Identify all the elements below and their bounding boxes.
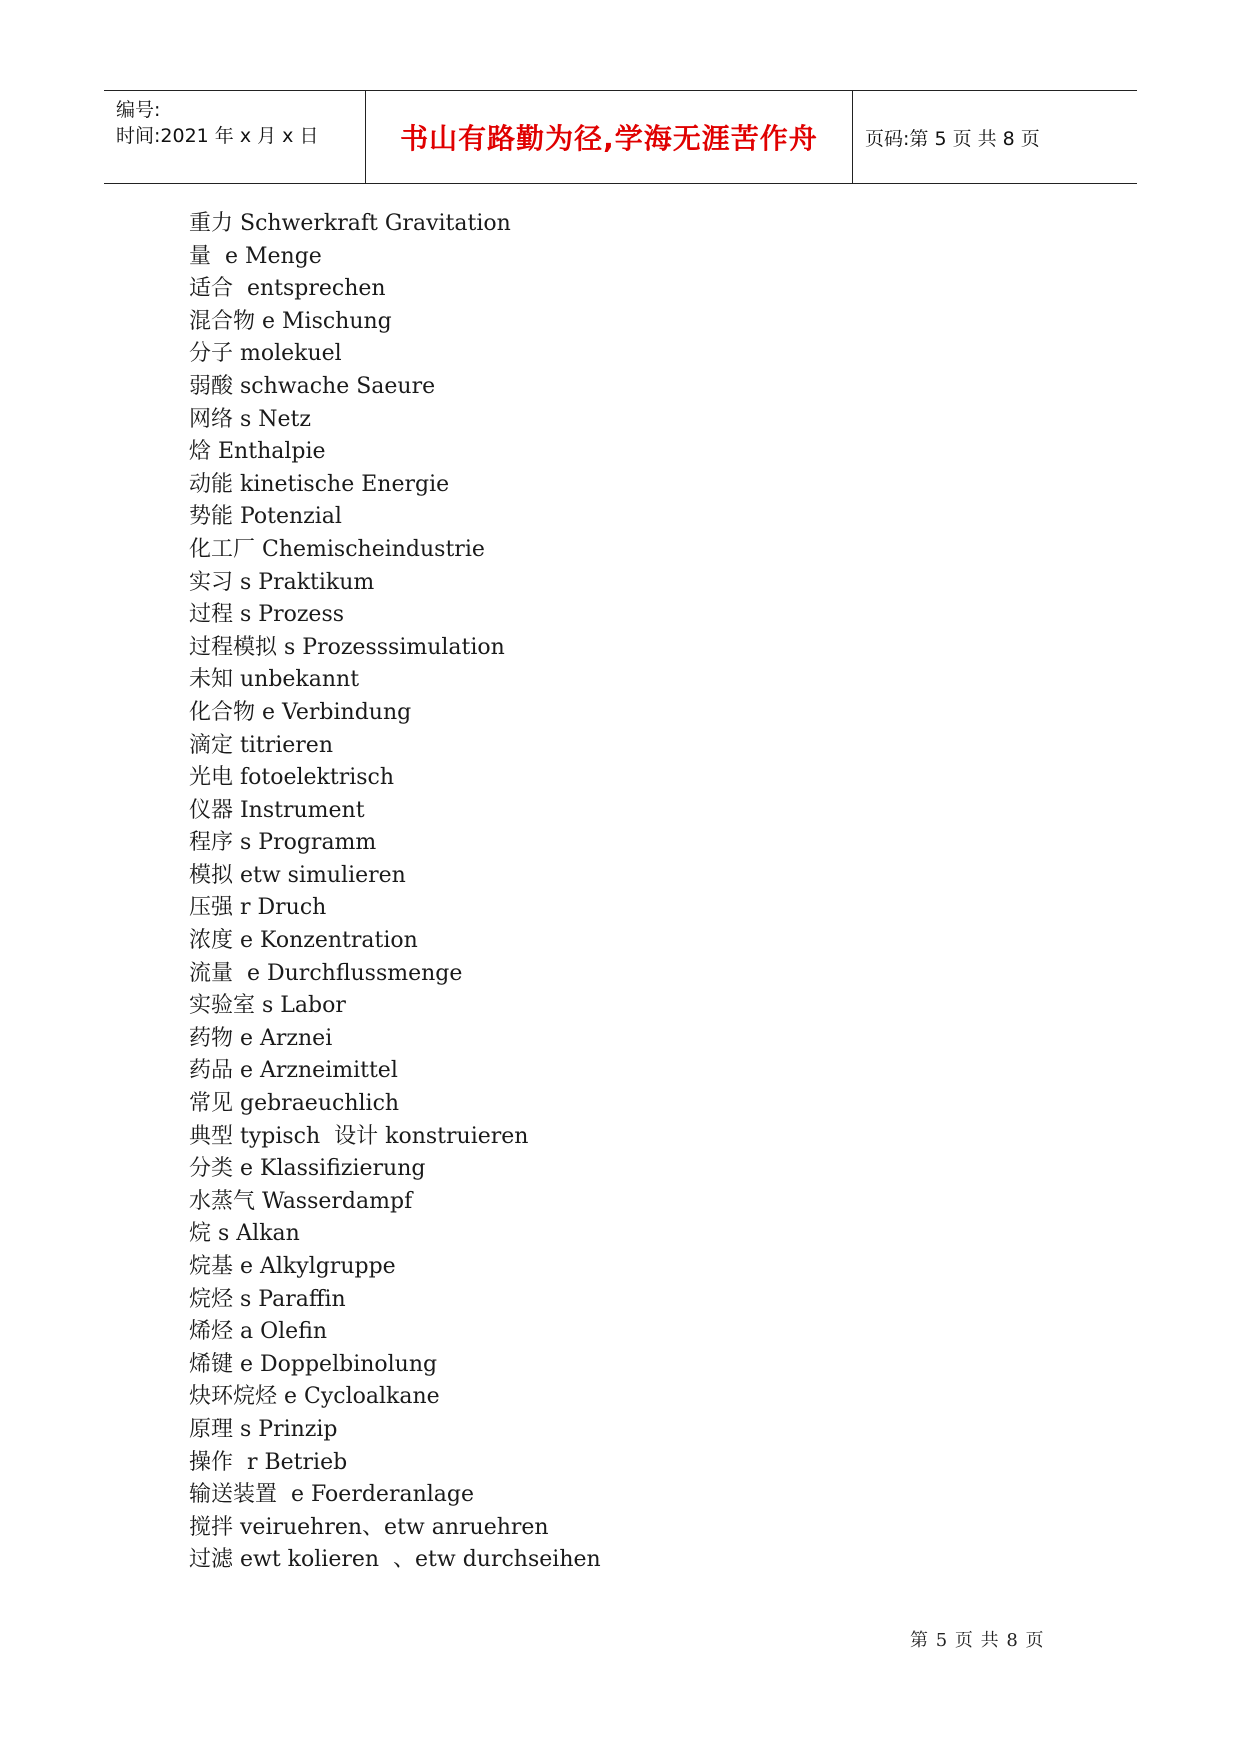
header-motto: 书山有路勤为径,学海无涯苦作舟 <box>400 122 818 155</box>
vocabulary-item: 量 e Menge <box>189 243 322 269</box>
vocabulary-item: 分子 molekuel <box>189 341 342 367</box>
page-footer: 第 5 页 共 8 页 <box>910 1630 1045 1651</box>
vocabulary-item: 流量 e Durchflussmenge <box>189 960 463 986</box>
vocabulary-item: 搅拌 veiruehren、etw anruehren <box>189 1514 549 1540</box>
vocabulary-item: 烷基 e Alkylgruppe <box>189 1254 396 1279</box>
document-number-label: 编号: <box>116 99 161 121</box>
vocabulary-item: 压强 r Druch <box>189 895 327 921</box>
vocabulary-item: 滴定 titrieren <box>189 732 333 758</box>
vocabulary-item: 程序 s Programm <box>189 830 377 856</box>
document-time-label: 时间:2021 年 x 月 x 日 <box>116 125 319 147</box>
vocabulary-item: 常见 gebraeuchlich <box>189 1091 400 1117</box>
vocabulary-item: 网络 s Netz <box>189 406 311 432</box>
vocabulary-item: 烷烃 s Paraffin <box>189 1286 346 1312</box>
vocabulary-item: 焓 Enthalpie <box>189 439 326 465</box>
vocabulary-item: 未知 unbekannt <box>189 667 360 693</box>
vocabulary-item: 烯键 e Doppelbinolung <box>189 1351 438 1377</box>
vocabulary-item: 弱酸 schwache Saeure <box>189 373 436 399</box>
vocabulary-item: 过程模拟 s Prozesssimulation <box>189 634 505 660</box>
vocabulary-item: 动能 kinetische Energie <box>189 471 450 497</box>
vocabulary-item: 仪器 Instrument <box>189 797 365 823</box>
vocabulary-item: 分类 e Klassifizierung <box>189 1156 426 1182</box>
vocabulary-item: 实习 s Praktikum <box>189 569 375 595</box>
vocabulary-item: 势能 Potenzial <box>189 504 342 530</box>
vocabulary-item: 化合物 e Verbindung <box>189 699 412 725</box>
header-page-info: 页码:第 5 页 共 8 页 <box>865 127 1040 150</box>
vocabulary-item: 浓度 e Konzentration <box>189 928 418 954</box>
vocabulary-item: 化工厂 Chemischeindustrie <box>189 536 485 562</box>
vocabulary-item: 光电 fotoelektrisch <box>189 765 395 791</box>
vocabulary-item: 过滤 ewt kolieren 、etw durchseihen <box>189 1547 601 1573</box>
vocabulary-item: 操作 r Betrieb <box>189 1449 348 1475</box>
vocabulary-item: 水蒸气 Wasserdampf <box>189 1188 413 1214</box>
vocabulary-item: 烷 s Alkan <box>189 1221 300 1247</box>
vocabulary-item: 实验室 s Labor <box>189 993 346 1019</box>
vocabulary-item: 混合物 e Mischung <box>189 308 392 334</box>
vocabulary-item: 药品 e Arzneimittel <box>189 1058 398 1084</box>
vocabulary-item: 炔环烷烃 e Cycloalkane <box>189 1384 440 1410</box>
vocabulary-item: 烯烃 a Olefin <box>189 1319 328 1345</box>
vocabulary-list <box>189 208 601 1577</box>
vocabulary-item: 适合 entsprechen <box>189 276 386 302</box>
page-header <box>104 90 1137 184</box>
vocabulary-item: 输送装置 e Foerderanlage <box>189 1482 475 1508</box>
vocabulary-item: 过程 s Prozess <box>189 602 345 628</box>
vocabulary-item: 典型 typisch 设计 konstruieren <box>189 1123 529 1149</box>
header-page-cell <box>853 91 1137 183</box>
vocabulary-item: 原理 s Prinzip <box>189 1416 338 1442</box>
vocabulary-item: 重力 Schwerkraft Gravitation <box>189 211 511 236</box>
vocabulary-item: 药物 e Arznei <box>189 1025 333 1051</box>
header-motto-cell <box>366 91 853 183</box>
header-info-cell <box>104 91 366 183</box>
vocabulary-item: 模拟 etw simulieren <box>189 862 406 888</box>
